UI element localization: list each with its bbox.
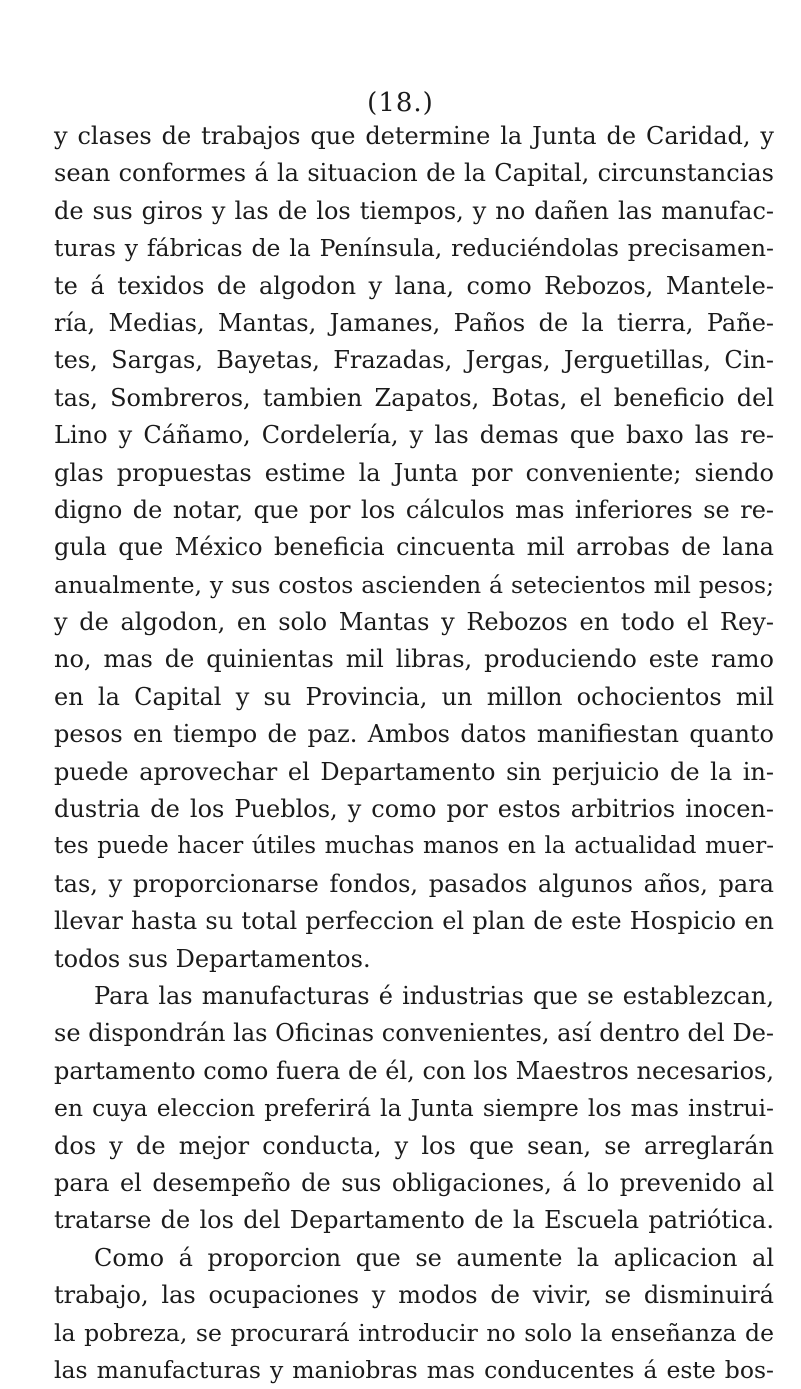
text-line: Lino y Cáñamo, Cordelería, y las demas que baxo las re- [54,421,774,450]
text-line: Para las manufacturas é industrias que se establezcan, [94,981,774,1010]
text-line: tas, Sombreros, tambien Zapatos, Botas, el beneficio del [54,383,774,412]
text-line: no, mas de quinientas mil libras, produciendo este ramo [54,645,774,674]
text-line: puede aprovechar el Departamento sin perjuicio de la in- [54,757,774,786]
text-line: tratarse de los del Departamento de la Escuela patriótica. [54,1206,774,1235]
text-line: dustria de los Pueblos, y como por estos arbitrios inocen- [54,795,774,824]
text-line: y de algodon, en solo Mantas y Rebozos en todo el Rey- [54,608,774,637]
text-line: dos y de mejor conducta, y los que sean, se arreglarán [54,1131,774,1160]
text-line: turas y fábricas de la Península, reduciéndolas precisamen- [54,234,774,263]
text-line: las manufacturas y maniobras mas conducentes á este bos- [54,1355,774,1384]
text-line: para el desempeño de sus obligaciones, á lo prevenido al [54,1168,774,1197]
text-line: tes puede hacer útiles muchas manos en la actualidad muer- [54,833,774,860]
text-line: y clases de trabajos que determine la Junta de Caridad, y [54,122,774,150]
text-line: glas propuestas estime la Junta por conveniente; siendo [54,458,774,487]
text-line: tes, Sargas, Bayetas, Frazadas, Jergas, Jerguetillas, Cin- [54,346,774,375]
body-text [54,118,774,1389]
text-line: anualmente, y sus costos ascienden á setecientos mil pesos; [54,570,774,599]
page-number: (18.) [367,88,434,118]
text-line: sean conformes á la situacion de la Capital, circunstancias [54,159,774,188]
text-line: partamento como fuera de él, con los Maestros necesarios, [54,1056,774,1085]
text-line: te á texidos de algodon y lana, como Rebozos, Mantele- [54,271,774,300]
text-line: la pobreza, se procurará introducir no solo la enseñanza de [54,1318,774,1347]
text-line: tas, y proporcionarse fondos, pasados algunos años, para [54,869,774,898]
text-line: digno de notar, que por los cálculos mas inferiores se re- [54,495,774,524]
text-line: de sus giros y las de los tiempos, y no dañen las manufac- [54,196,774,225]
text-line: Como á proporcion que se aumente la aplicacion al [94,1243,774,1272]
text-line: trabajo, las ocupaciones y modos de vivir, se disminuirá [54,1281,774,1310]
text-line: en cuya eleccion preferirá la Junta siempre los mas instrui- [54,1094,774,1123]
text-line: gula que México beneficia cincuenta mil arrobas de lana [54,533,774,562]
text-line: pesos en tiempo de paz. Ambos datos manifiestan quanto [54,720,774,749]
text-line: todos sus Departamentos. [54,944,371,973]
text-line: ría, Medias, Mantas, Jamanes, Paños de la tierra, Pañe- [54,308,774,337]
text-line: se dispondrán las Oficinas convenientes, así dentro del De- [54,1019,774,1048]
text-line: en la Capital y su Provincia, un millon ochocientos mil [54,682,774,711]
text-line: llevar hasta su total perfeccion el plan de este Hospicio en [54,907,774,936]
